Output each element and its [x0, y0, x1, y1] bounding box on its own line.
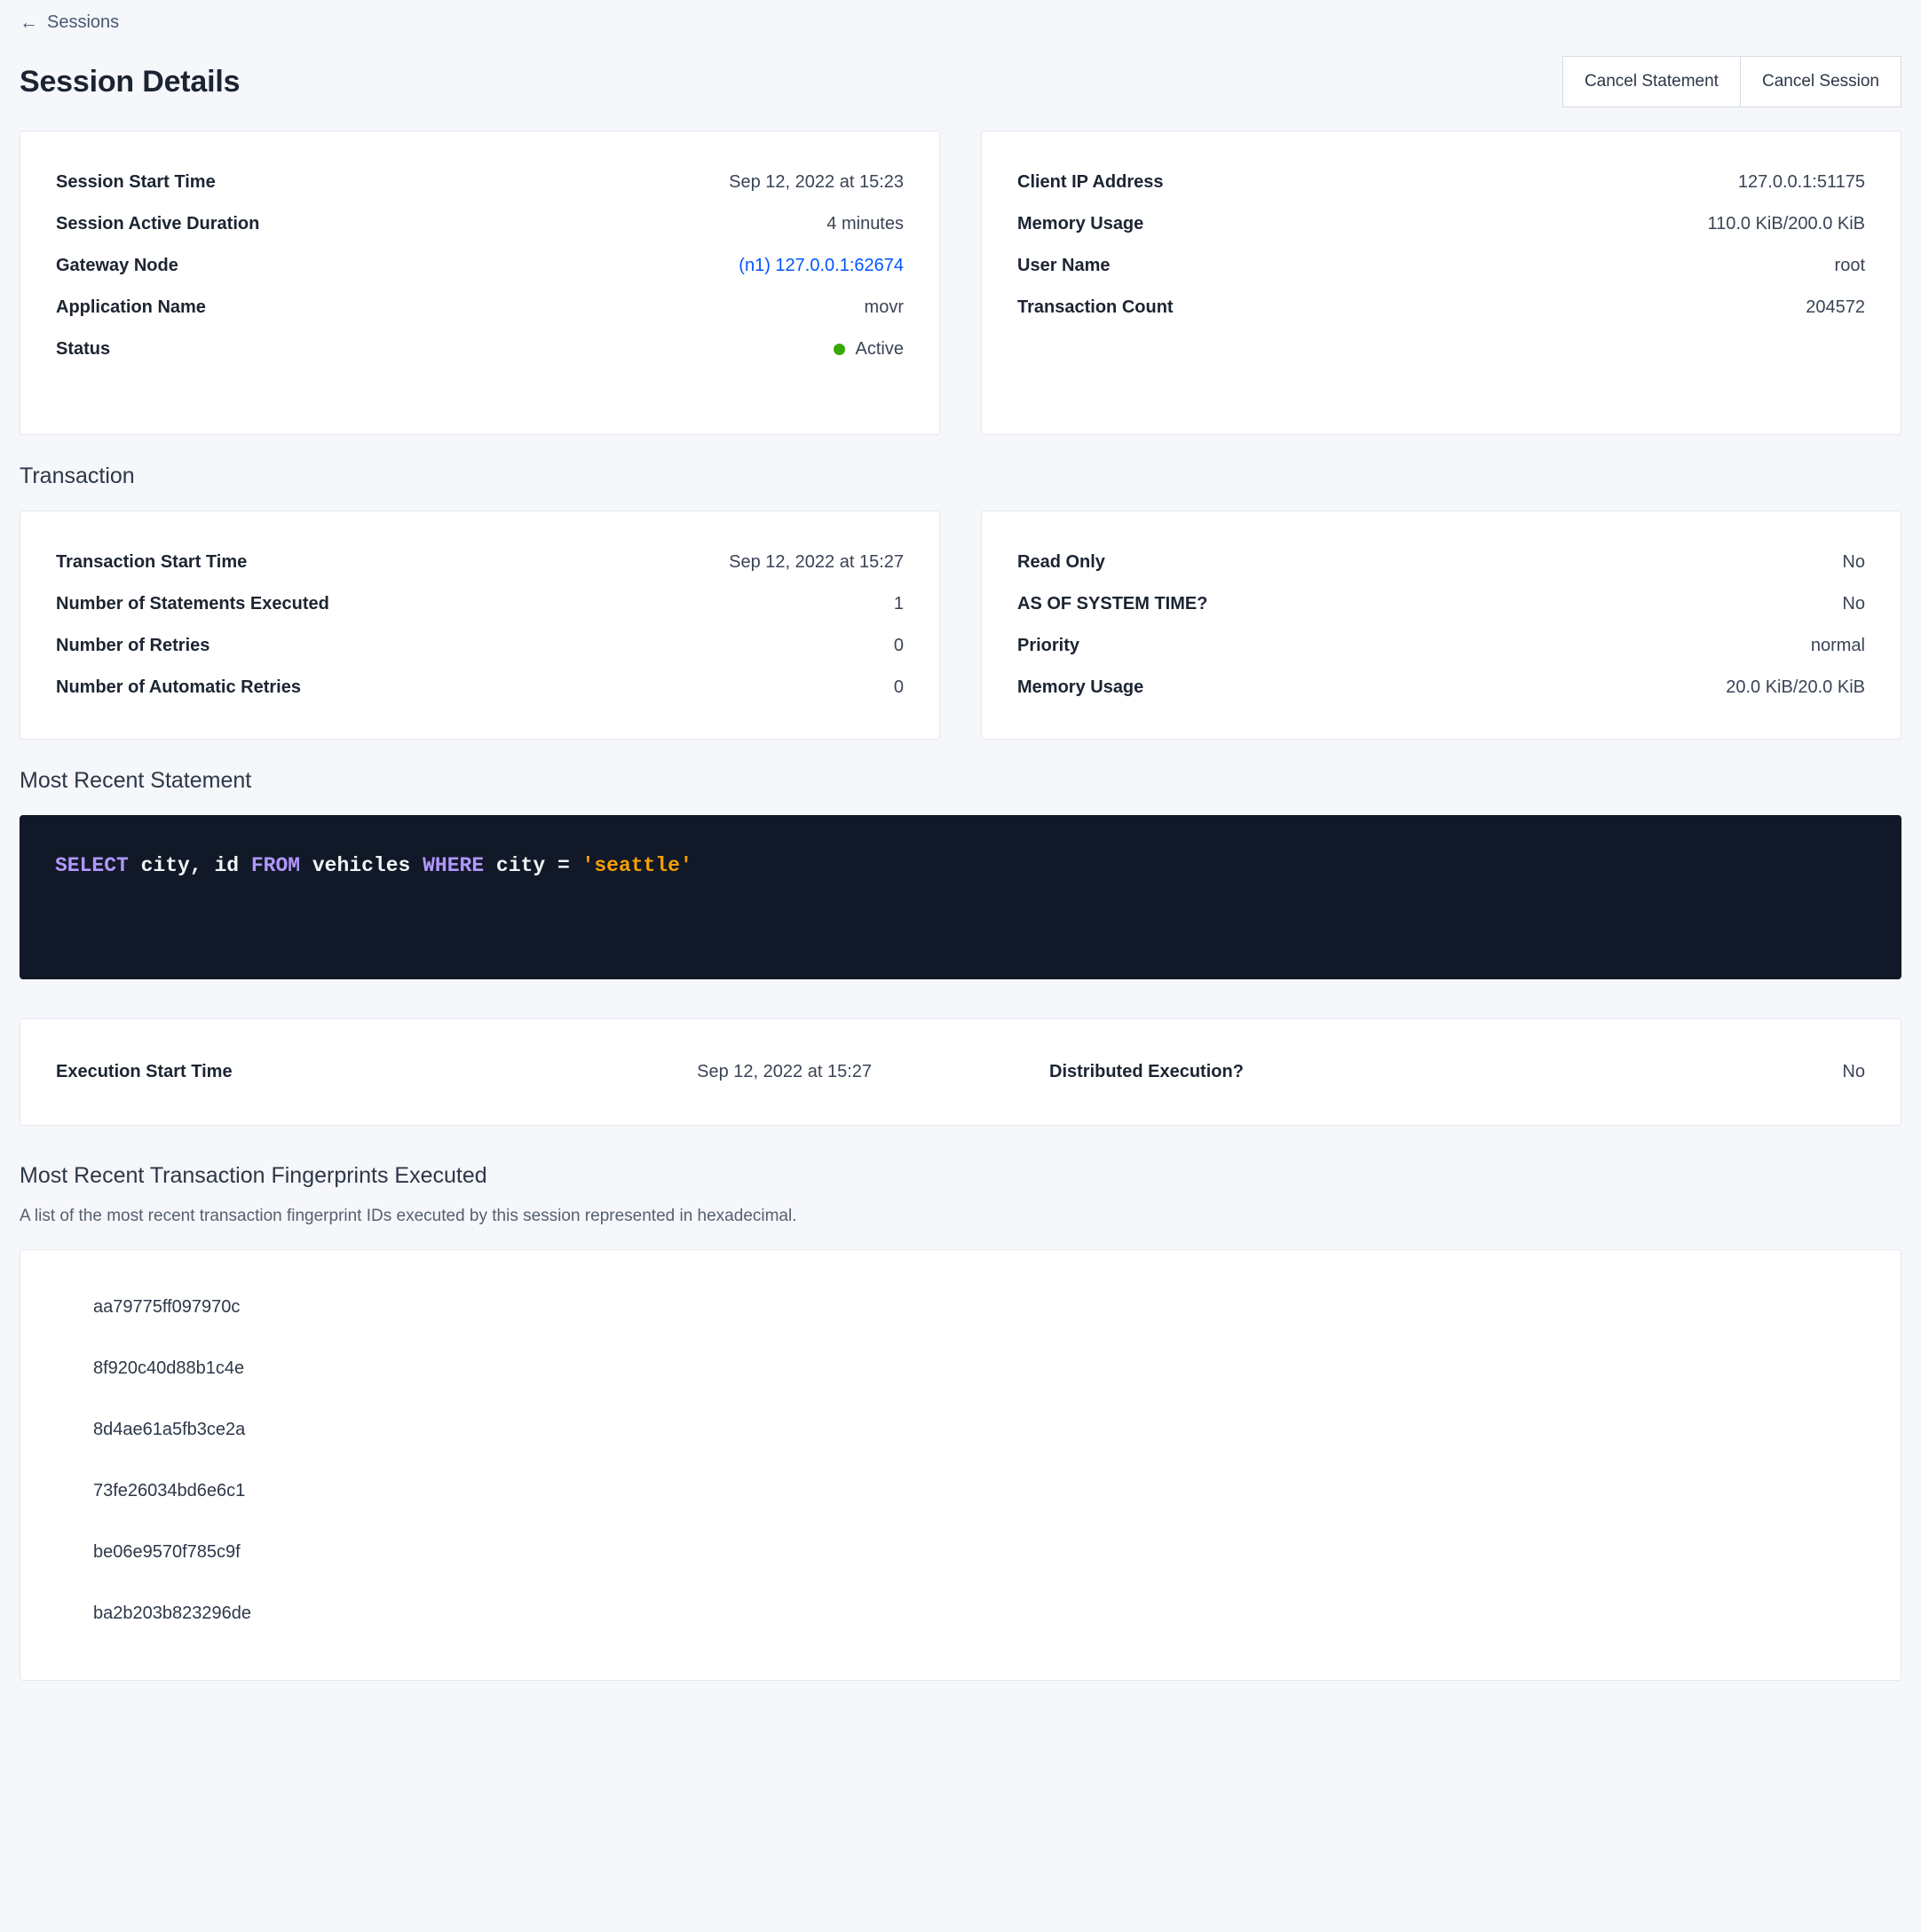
row-number-of-automatic-retries [56, 667, 904, 709]
value: 204572 [1806, 297, 1865, 317]
list-item[interactable]: be06e9570f785c9f [93, 1542, 241, 1562]
sql-token: FROM [250, 854, 301, 877]
label: Transaction Count [1017, 297, 1174, 317]
fingerprints-description: A list of the most recent transaction fingerprint IDs executed by this session represented in hexadecimal. [20, 1207, 797, 1225]
sql-token: city, id [128, 854, 251, 877]
sql-token: vehicles [300, 854, 423, 877]
cancel-statement-button[interactable]: Cancel Statement [1562, 56, 1740, 107]
fingerprints-heading: Most Recent Transaction Fingerprints Executed [20, 1163, 487, 1188]
label: Distributed Execution? [1049, 1062, 1244, 1081]
row-transaction-memory-usage [1017, 667, 1865, 709]
list-item[interactable]: ba2b203b823296de [93, 1603, 251, 1623]
row-status [56, 329, 904, 370]
execution-card [20, 1018, 1901, 1126]
page-header [20, 56, 1901, 107]
value: 0 [893, 677, 904, 697]
label: Memory Usage [1017, 214, 1144, 234]
value: 20.0 KiB/20.0 KiB [1726, 677, 1865, 697]
transaction-info-card [20, 511, 940, 740]
label: Read Only [1017, 552, 1105, 572]
value: 110.0 KiB/200.0 KiB [1707, 214, 1865, 234]
label: Execution Start Time [56, 1062, 233, 1081]
label: Number of Statements Executed [56, 594, 329, 614]
row-statements-executed [56, 583, 904, 625]
label: Memory Usage [1017, 677, 1144, 697]
session-info-card [20, 131, 940, 435]
label: Priority [1017, 636, 1080, 655]
value: No [1842, 552, 1865, 572]
list-item[interactable]: 8f920c40d88b1c4e [93, 1358, 245, 1378]
value: 1 [893, 594, 904, 614]
header-actions [1562, 56, 1901, 107]
row-distributed-execution [978, 1046, 1865, 1098]
row-as-of-system-time [1017, 583, 1865, 625]
list-item[interactable]: 73fe26034bd6e6c1 [93, 1481, 246, 1500]
sql-statement-block [20, 815, 1901, 979]
row-memory-usage [1017, 203, 1865, 245]
value: Sep 12, 2022 at 15:27 [697, 1062, 872, 1081]
list-item[interactable]: aa79775ff097970c [93, 1297, 241, 1317]
transaction-section-title: Transaction [20, 463, 135, 488]
value: 0 [893, 636, 904, 655]
row-transaction-start-time [56, 542, 904, 583]
value: Sep 12, 2022 at 15:27 [729, 552, 904, 572]
breadcrumb-label: Sessions [47, 12, 120, 32]
value: root [1834, 256, 1865, 275]
label: Application Name [56, 297, 206, 317]
row-application-name [56, 287, 904, 329]
list-item[interactable]: 8d4ae61a5fb3ce2a [93, 1420, 246, 1439]
sql-token: 'seattle' [581, 854, 692, 877]
arrow-left-icon: ← [20, 12, 38, 33]
row-read-only [1017, 542, 1865, 583]
value: 4 minutes [826, 214, 904, 234]
transaction-settings-card [981, 511, 1901, 740]
value: No [1842, 594, 1865, 614]
label: Session Active Duration [56, 214, 260, 234]
breadcrumb-back-sessions[interactable] [20, 0, 119, 33]
sql-token: SELECT [55, 854, 129, 877]
gateway-node-link[interactable]: (n1) 127.0.0.1:62674 [739, 256, 904, 275]
label: Number of Retries [56, 636, 210, 655]
label: Client IP Address [1017, 172, 1164, 192]
status-label: Active [855, 339, 904, 359]
value: No [1842, 1062, 1865, 1081]
row-user-name [1017, 245, 1865, 287]
sql-token: WHERE [423, 854, 485, 877]
sql-token: city = [484, 854, 582, 877]
row-session-active-duration [56, 203, 904, 245]
label: AS OF SYSTEM TIME? [1017, 594, 1208, 614]
label: Session Start Time [56, 172, 216, 192]
session-overview [20, 131, 1901, 435]
label: User Name [1017, 256, 1111, 275]
sql-text [55, 854, 692, 877]
status-badge [834, 339, 904, 360]
row-priority [1017, 625, 1865, 667]
row-number-of-retries [56, 625, 904, 667]
client-info-card [981, 131, 1901, 435]
row-client-ip-address [1017, 162, 1865, 203]
row-gateway-node [56, 245, 904, 287]
label: Gateway Node [56, 256, 178, 275]
row-session-start-time [56, 162, 904, 203]
transaction-overview [20, 511, 1901, 740]
fingerprints-list [20, 1249, 1901, 1681]
cancel-session-button[interactable]: Cancel Session [1740, 56, 1901, 107]
row-execution-start-time [56, 1046, 978, 1098]
value: normal [1810, 636, 1865, 655]
label: Status [56, 339, 111, 359]
value: 127.0.0.1:51175 [1737, 172, 1865, 192]
page-title: Session Details [20, 64, 241, 99]
statement-section-title: Most Recent Statement [20, 768, 252, 793]
value: Sep 12, 2022 at 15:23 [729, 172, 904, 192]
value: movr [864, 297, 904, 317]
label: Transaction Start Time [56, 552, 248, 572]
label: Number of Automatic Retries [56, 677, 301, 697]
row-transaction-count [1017, 287, 1865, 329]
status-dot-icon [834, 344, 845, 355]
